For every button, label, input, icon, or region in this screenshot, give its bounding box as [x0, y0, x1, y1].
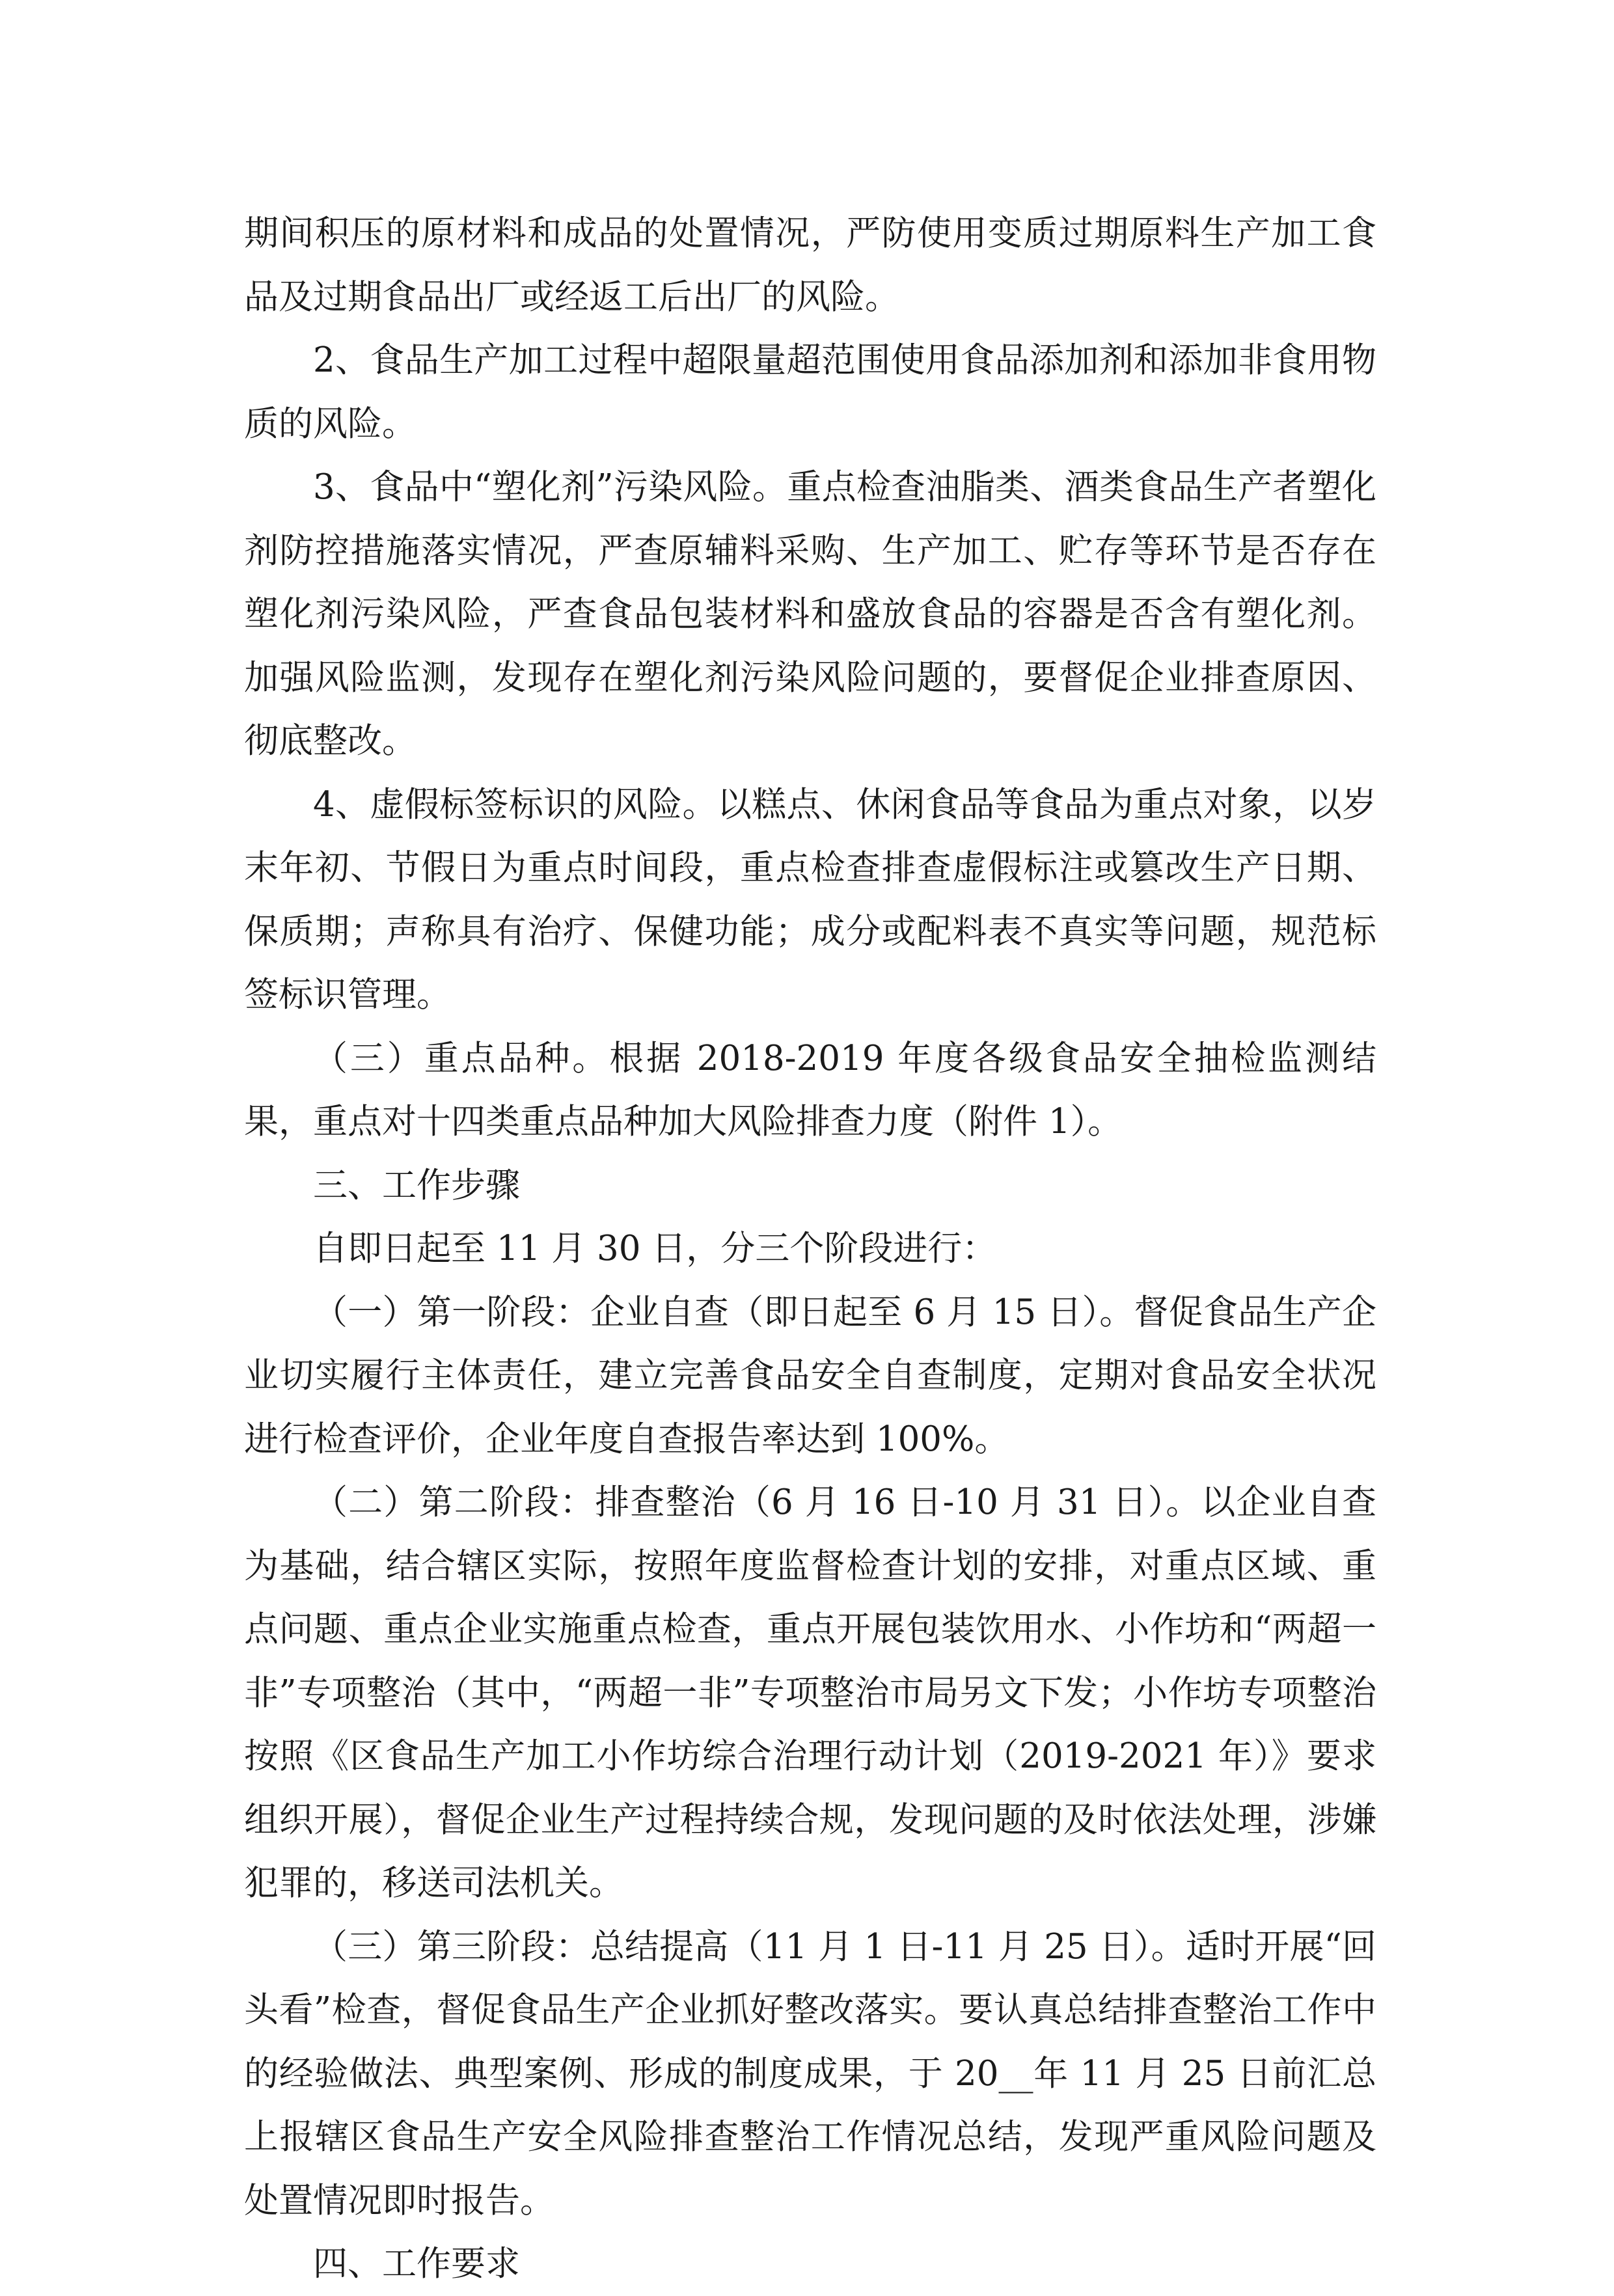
section-heading-work-requirements: 四、工作要求: [313, 2244, 520, 2284]
paragraph-schedule-intro: 自即日起至 11 月 30 日，分三个阶段进行：: [313, 1229, 997, 1268]
paragraph-key-varieties: （三）重点品种。根据 2018-2019 年度各级食品安全抽检监测结果，重点对十四类重点品种加大风险排查力度（附件 1）。: [244, 1038, 1376, 1141]
document-body: [244, 202, 1376, 2296]
paragraph-risk-3-plasticizer: 3、食品中“塑化剂”污染风险。重点检查油脂类、酒类食品生产者塑化剂防控措施落实情况，严查原辅料采购、生产加工、贮存等环节是否存在塑化剂污染风险，严查食品包装材料和盛放食品的容器是否含有塑化剂。加强风险监测，发现存在塑化剂污染风险问题的，要督促企业排查原因、彻底整改。: [244, 467, 1376, 761]
paragraph-continuation: 期间积压的原材料和成品的处置情况，严防使用变质过期原料生产加工食品及过期食品出厂或经返工后出厂的风险。: [244, 213, 1376, 317]
paragraph-stage-2: （二）第二阶段：排查整治（6 月 16 日-10 月 31 日）。以企业自查为基础，结合辖区实际，按照年度监督检查计划的安排，对重点区域、重点问题、重点企业实施重点检查，重点开展包装饮用水、小作坊和“两超一非”专项整治（其中，“两超一非”专项整治市局另文下发；小作坊专项整治按照《区食品生产加工小作坊综合治理行动计划（2019-2021 年）》要求组织开展），督促企业生产过程持续合规，发现问题的及时依法处理，涉嫌犯罪的，移送司法机关。: [244, 1483, 1376, 1903]
paragraph-stage-1: （一）第一阶段：企业自查（即日起至 6 月 15 日）。督促食品生产企业切实履行主体责任，建立完善食品安全自查制度，定期对食品安全状况进行检查评价，企业年度自查报告率达到 100%。: [244, 1292, 1376, 1459]
paragraph-stage-3: （三）第三阶段：总结提高（11 月 1 日-11 月 25 日）。适时开展“回头看”检查，督促食品生产企业抓好整改落实。要认真总结排查整治工作中的经验做法、典型案例、形成的制度成果，于 20__年 11 月 25 日前汇总上报辖区食品生产安全风险排查整治工作情况总结，发现严重风险问题及处置情况即时报告。: [244, 1926, 1376, 2221]
paragraph-risk-2-additives: 2、食品生产加工过程中超限量超范围使用食品添加剂和添加非食用物质的风险。: [244, 340, 1376, 444]
section-heading-work-steps: 三、工作步骤: [313, 1165, 520, 1205]
paragraph-risk-4-labeling: 4、虚假标签标识的风险。以糕点、休闲食品等食品为重点对象，以岁末年初、节假日为重点时间段，重点检查排查虚假标注或篡改生产日期、保质期；声称具有治疗、保健功能；成分或配料表不真实等问题，规范标签标识管理。: [244, 784, 1376, 1015]
